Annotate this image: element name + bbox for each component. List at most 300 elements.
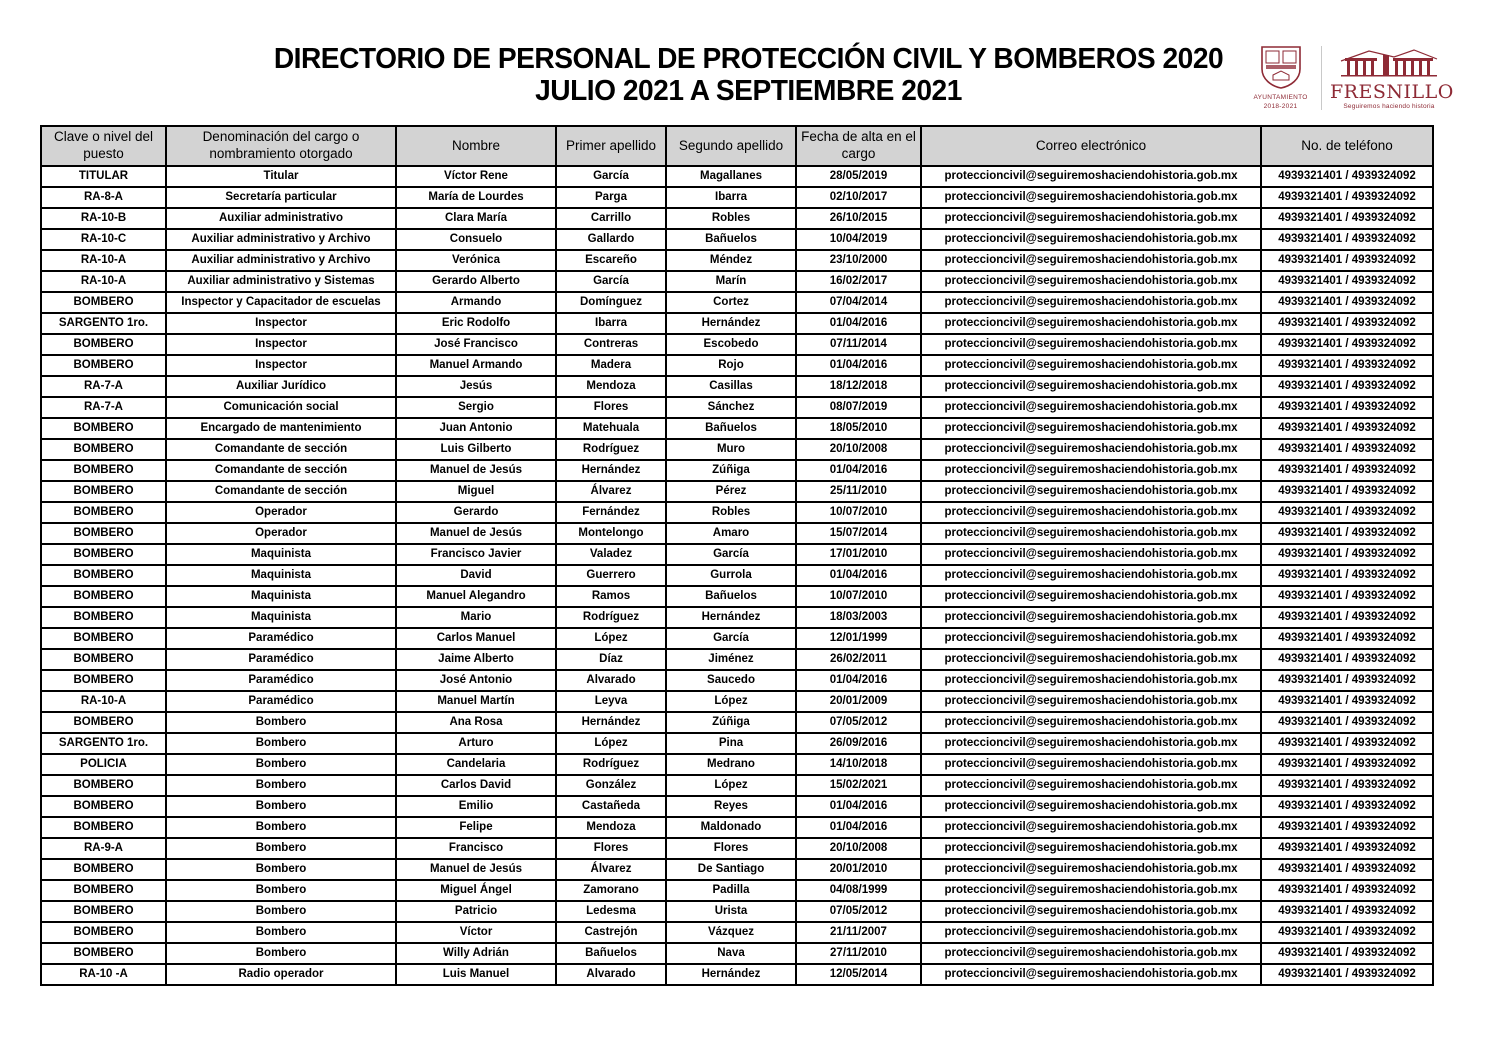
cell-clave: RA-10-B xyxy=(41,208,166,229)
cell-telefono: 4939321401 / 4939324092 xyxy=(1261,586,1433,607)
column-header-segundo-apellido: Segundo apellido xyxy=(666,126,796,166)
table-row xyxy=(41,775,1433,796)
cell-cargo: Paramédico xyxy=(166,628,396,649)
cell-cargo: Bombero xyxy=(166,880,396,901)
cell-cargo: Maquinista xyxy=(166,586,396,607)
cell-telefono: 4939321401 / 4939324092 xyxy=(1261,943,1433,964)
table-row xyxy=(41,523,1433,544)
cell-telefono: 4939321401 / 4939324092 xyxy=(1261,628,1433,649)
cell-primer-apellido: Ibarra xyxy=(556,313,666,334)
cell-telefono: 4939321401 / 4939324092 xyxy=(1261,817,1433,838)
cell-correo: proteccioncivil@seguiremoshaciendohistoria.gob.mx xyxy=(921,523,1261,544)
cell-primer-apellido: Castañeda xyxy=(556,796,666,817)
table-row xyxy=(41,376,1433,397)
table-row xyxy=(41,712,1433,733)
cell-clave: BOMBERO xyxy=(41,292,166,313)
cell-cargo: Bombero xyxy=(166,901,396,922)
cell-cargo: Maquinista xyxy=(166,607,396,628)
cell-fecha-alta: 07/05/2012 xyxy=(796,712,921,733)
table-row xyxy=(41,691,1433,712)
cell-nombre: Verónica xyxy=(396,250,556,271)
cell-primer-apellido: Mendoza xyxy=(556,817,666,838)
cell-correo: proteccioncivil@seguiremoshaciendohistoria.gob.mx xyxy=(921,166,1261,187)
cell-segundo-apellido: Padilla xyxy=(666,880,796,901)
cell-segundo-apellido: García xyxy=(666,544,796,565)
cell-primer-apellido: Valadez xyxy=(556,544,666,565)
table-row xyxy=(41,607,1433,628)
cell-cargo: Comandante de sección xyxy=(166,460,396,481)
cell-primer-apellido: Carrillo xyxy=(556,208,666,229)
cell-correo: proteccioncivil@seguiremoshaciendohistoria.gob.mx xyxy=(921,943,1261,964)
cell-segundo-apellido: Maldonado xyxy=(666,817,796,838)
cell-cargo: Bombero xyxy=(166,922,396,943)
cell-cargo: Maquinista xyxy=(166,565,396,586)
cell-fecha-alta: 01/04/2016 xyxy=(796,460,921,481)
cell-segundo-apellido: Bañuelos xyxy=(666,418,796,439)
cell-fecha-alta: 01/04/2016 xyxy=(796,817,921,838)
cell-nombre: Víctor Rene xyxy=(396,166,556,187)
cell-clave: BOMBERO xyxy=(41,859,166,880)
cell-primer-apellido: Parga xyxy=(556,187,666,208)
cell-primer-apellido: Contreras xyxy=(556,334,666,355)
cell-clave: BOMBERO xyxy=(41,481,166,502)
cell-cargo: Secretaría particular xyxy=(166,187,396,208)
cell-telefono: 4939321401 / 4939324092 xyxy=(1261,796,1433,817)
table-row xyxy=(41,586,1433,607)
cell-segundo-apellido: Pina xyxy=(666,733,796,754)
cell-nombre: Felipe xyxy=(396,817,556,838)
cell-primer-apellido: López xyxy=(556,628,666,649)
cell-clave: RA-10-C xyxy=(41,229,166,250)
cell-correo: proteccioncivil@seguiremoshaciendohistoria.gob.mx xyxy=(921,376,1261,397)
cell-telefono: 4939321401 / 4939324092 xyxy=(1261,187,1433,208)
cell-segundo-apellido: Cortez xyxy=(666,292,796,313)
cell-cargo: Inspector y Capacitador de escuelas xyxy=(166,292,396,313)
cell-fecha-alta: 28/05/2019 xyxy=(796,166,921,187)
cell-correo: proteccioncivil@seguiremoshaciendohistoria.gob.mx xyxy=(921,712,1261,733)
cell-correo: proteccioncivil@seguiremoshaciendohistoria.gob.mx xyxy=(921,229,1261,250)
table-row xyxy=(41,649,1433,670)
cell-nombre: Eric Rodolfo xyxy=(396,313,556,334)
cell-correo: proteccioncivil@seguiremoshaciendohistoria.gob.mx xyxy=(921,838,1261,859)
cell-nombre: Juan Antonio xyxy=(396,418,556,439)
cell-cargo: Inspector xyxy=(166,313,396,334)
table-row xyxy=(41,166,1433,187)
cell-segundo-apellido: Zúñiga xyxy=(666,712,796,733)
cell-segundo-apellido: López xyxy=(666,775,796,796)
cell-nombre: Clara María xyxy=(396,208,556,229)
cell-segundo-apellido: Urista xyxy=(666,901,796,922)
cell-nombre: Mario xyxy=(396,607,556,628)
cell-fecha-alta: 18/12/2018 xyxy=(796,376,921,397)
cell-clave: BOMBERO xyxy=(41,565,166,586)
cell-nombre: Gerardo xyxy=(396,502,556,523)
cell-fecha-alta: 26/02/2011 xyxy=(796,649,921,670)
cell-nombre: Miguel xyxy=(396,481,556,502)
cell-correo: proteccioncivil@seguiremoshaciendohistoria.gob.mx xyxy=(921,565,1261,586)
cell-primer-apellido: González xyxy=(556,775,666,796)
cell-cargo: Bombero xyxy=(166,733,396,754)
table-row xyxy=(41,187,1433,208)
table-row xyxy=(41,502,1433,523)
column-header-fecha-alta: Fecha de alta en el cargo xyxy=(796,126,921,166)
table-row xyxy=(41,754,1433,775)
cell-telefono: 4939321401 / 4939324092 xyxy=(1261,964,1433,985)
cell-telefono: 4939321401 / 4939324092 xyxy=(1261,271,1433,292)
cell-nombre: Patricio xyxy=(396,901,556,922)
cell-correo: proteccioncivil@seguiremoshaciendohistoria.gob.mx xyxy=(921,922,1261,943)
cell-clave: BOMBERO xyxy=(41,775,166,796)
cell-primer-apellido: Zamorano xyxy=(556,880,666,901)
cell-cargo: Auxiliar administrativo y Archivo xyxy=(166,229,396,250)
table-row xyxy=(41,964,1433,985)
cell-segundo-apellido: Rojo xyxy=(666,355,796,376)
cell-clave: BOMBERO xyxy=(41,334,166,355)
cell-cargo: Paramédico xyxy=(166,691,396,712)
cell-primer-apellido: Matehuala xyxy=(556,418,666,439)
cell-nombre: José Antonio xyxy=(396,670,556,691)
cell-correo: proteccioncivil@seguiremoshaciendohistoria.gob.mx xyxy=(921,670,1261,691)
cell-telefono: 4939321401 / 4939324092 xyxy=(1261,691,1433,712)
cell-telefono: 4939321401 / 4939324092 xyxy=(1261,838,1433,859)
cell-primer-apellido: Leyva xyxy=(556,691,666,712)
cell-nombre: Francisco Javier xyxy=(396,544,556,565)
cell-fecha-alta: 25/11/2010 xyxy=(796,481,921,502)
cell-fecha-alta: 17/01/2010 xyxy=(796,544,921,565)
cell-segundo-apellido: López xyxy=(666,691,796,712)
cell-nombre: Carlos David xyxy=(396,775,556,796)
table-row xyxy=(41,250,1433,271)
table-row xyxy=(41,733,1433,754)
cell-fecha-alta: 12/05/2014 xyxy=(796,964,921,985)
cell-segundo-apellido: Hernández xyxy=(666,313,796,334)
cell-telefono: 4939321401 / 4939324092 xyxy=(1261,292,1433,313)
cell-correo: proteccioncivil@seguiremoshaciendohistoria.gob.mx xyxy=(921,691,1261,712)
cell-primer-apellido: Rodríguez xyxy=(556,754,666,775)
cell-telefono: 4939321401 / 4939324092 xyxy=(1261,670,1433,691)
cell-primer-apellido: Ramos xyxy=(556,586,666,607)
cell-telefono: 4939321401 / 4939324092 xyxy=(1261,418,1433,439)
cell-fecha-alta: 15/07/2014 xyxy=(796,523,921,544)
cell-telefono: 4939321401 / 4939324092 xyxy=(1261,229,1433,250)
cell-fecha-alta: 14/10/2018 xyxy=(796,754,921,775)
cell-fecha-alta: 04/08/1999 xyxy=(796,880,921,901)
cell-fecha-alta: 18/05/2010 xyxy=(796,418,921,439)
shield-icon xyxy=(1260,76,1302,93)
cell-correo: proteccioncivil@seguiremoshaciendohistoria.gob.mx xyxy=(921,586,1261,607)
cell-telefono: 4939321401 / 4939324092 xyxy=(1261,607,1433,628)
cell-primer-apellido: Domínguez xyxy=(556,292,666,313)
cell-correo: proteccioncivil@seguiremoshaciendohistoria.gob.mx xyxy=(921,334,1261,355)
cell-primer-apellido: López xyxy=(556,733,666,754)
cell-telefono: 4939321401 / 4939324092 xyxy=(1261,733,1433,754)
cell-clave: RA-10-A xyxy=(41,250,166,271)
cell-telefono: 4939321401 / 4939324092 xyxy=(1261,397,1433,418)
cell-primer-apellido: Álvarez xyxy=(556,481,666,502)
cell-segundo-apellido: Bañuelos xyxy=(666,586,796,607)
cell-cargo: Inspector xyxy=(166,334,396,355)
cell-cargo: Comandante de sección xyxy=(166,481,396,502)
cell-correo: proteccioncivil@seguiremoshaciendohistoria.gob.mx xyxy=(921,187,1261,208)
table-row xyxy=(41,670,1433,691)
cell-cargo: Bombero xyxy=(166,712,396,733)
cell-clave: RA-7-A xyxy=(41,376,166,397)
cell-correo: proteccioncivil@seguiremoshaciendohistoria.gob.mx xyxy=(921,607,1261,628)
cell-primer-apellido: Hernández xyxy=(556,460,666,481)
cell-cargo: Operador xyxy=(166,502,396,523)
cell-primer-apellido: Castrejón xyxy=(556,922,666,943)
cell-clave: BOMBERO xyxy=(41,439,166,460)
ayuntamiento-logo xyxy=(1248,45,1313,110)
cell-clave: BOMBERO xyxy=(41,922,166,943)
cell-primer-apellido: García xyxy=(556,166,666,187)
cell-cargo: Bombero xyxy=(166,838,396,859)
cell-segundo-apellido: Robles xyxy=(666,502,796,523)
cell-correo: proteccioncivil@seguiremoshaciendohistoria.gob.mx xyxy=(921,628,1261,649)
cell-telefono: 4939321401 / 4939324092 xyxy=(1261,481,1433,502)
table-row xyxy=(41,355,1433,376)
table-row xyxy=(41,481,1433,502)
cell-fecha-alta: 02/10/2017 xyxy=(796,187,921,208)
cell-primer-apellido: Rodríguez xyxy=(556,439,666,460)
cell-cargo: Bombero xyxy=(166,775,396,796)
cell-correo: proteccioncivil@seguiremoshaciendohistoria.gob.mx xyxy=(921,460,1261,481)
cell-fecha-alta: 01/04/2016 xyxy=(796,796,921,817)
cell-nombre: Candelaria xyxy=(396,754,556,775)
cell-fecha-alta: 23/10/2000 xyxy=(796,250,921,271)
cell-primer-apellido: Guerrero xyxy=(556,565,666,586)
cell-fecha-alta: 07/05/2012 xyxy=(796,901,921,922)
cell-fecha-alta: 07/11/2014 xyxy=(796,334,921,355)
fresnillo-wordmark: FRESNILLO xyxy=(1330,80,1454,103)
logo-divider xyxy=(1321,46,1322,110)
cell-cargo: Paramédico xyxy=(166,670,396,691)
cell-clave: RA-10-A xyxy=(41,691,166,712)
cell-telefono: 4939321401 / 4939324092 xyxy=(1261,334,1433,355)
building-icon xyxy=(1339,64,1439,81)
title-line-2: JULIO 2021 A SEPTIEMBRE 2021 xyxy=(535,74,962,107)
cell-primer-apellido: Rodríguez xyxy=(556,607,666,628)
cell-segundo-apellido: De Santiago xyxy=(666,859,796,880)
table-row xyxy=(41,460,1433,481)
cell-nombre: Manuel Armando xyxy=(396,355,556,376)
cell-nombre: Willy Adrián xyxy=(396,943,556,964)
cell-telefono: 4939321401 / 4939324092 xyxy=(1261,922,1433,943)
cell-segundo-apellido: Escobedo xyxy=(666,334,796,355)
cell-nombre: María de Lourdes xyxy=(396,187,556,208)
cell-clave: RA-10-A xyxy=(41,271,166,292)
cell-segundo-apellido: Magallanes xyxy=(666,166,796,187)
cell-nombre: Emilio xyxy=(396,796,556,817)
cell-correo: proteccioncivil@seguiremoshaciendohistoria.gob.mx xyxy=(921,901,1261,922)
table-row xyxy=(41,901,1433,922)
cell-nombre: Miguel Ángel xyxy=(396,880,556,901)
cell-correo: proteccioncivil@seguiremoshaciendohistoria.gob.mx xyxy=(921,355,1261,376)
cell-clave: BOMBERO xyxy=(41,901,166,922)
cell-cargo: Encargado de mantenimiento xyxy=(166,418,396,439)
cell-segundo-apellido: Zúñiga xyxy=(666,460,796,481)
cell-correo: proteccioncivil@seguiremoshaciendohistoria.gob.mx xyxy=(921,397,1261,418)
cell-correo: proteccioncivil@seguiremoshaciendohistoria.gob.mx xyxy=(921,439,1261,460)
cell-telefono: 4939321401 / 4939324092 xyxy=(1261,439,1433,460)
cell-correo: proteccioncivil@seguiremoshaciendohistoria.gob.mx xyxy=(921,733,1261,754)
cell-clave: BOMBERO xyxy=(41,712,166,733)
cell-fecha-alta: 26/10/2015 xyxy=(796,208,921,229)
cell-fecha-alta: 20/10/2008 xyxy=(796,439,921,460)
table-row xyxy=(41,796,1433,817)
cell-telefono: 4939321401 / 4939324092 xyxy=(1261,859,1433,880)
cell-correo: proteccioncivil@seguiremoshaciendohistoria.gob.mx xyxy=(921,775,1261,796)
cell-clave: BOMBERO xyxy=(41,817,166,838)
cell-correo: proteccioncivil@seguiremoshaciendohistoria.gob.mx xyxy=(921,292,1261,313)
cell-nombre: Manuel Martín xyxy=(396,691,556,712)
table-body xyxy=(41,166,1433,985)
cell-cargo: Inspector xyxy=(166,355,396,376)
cell-correo: proteccioncivil@seguiremoshaciendohistoria.gob.mx xyxy=(921,544,1261,565)
cell-cargo: Comunicación social xyxy=(166,397,396,418)
cell-segundo-apellido: Amaro xyxy=(666,523,796,544)
cell-segundo-apellido: Gurrola xyxy=(666,565,796,586)
table-row xyxy=(41,439,1433,460)
cell-nombre: Luis Gilberto xyxy=(396,439,556,460)
cell-primer-apellido: Escareño xyxy=(556,250,666,271)
cell-nombre: Gerardo Alberto xyxy=(396,271,556,292)
cell-clave: SARGENTO 1ro. xyxy=(41,733,166,754)
cell-clave: RA-9-A xyxy=(41,838,166,859)
table-row xyxy=(41,397,1433,418)
cell-primer-apellido: Álvarez xyxy=(556,859,666,880)
cell-nombre: Carlos Manuel xyxy=(396,628,556,649)
cell-segundo-apellido: Medrano xyxy=(666,754,796,775)
cell-cargo: Titular xyxy=(166,166,396,187)
cell-segundo-apellido: Saucedo xyxy=(666,670,796,691)
cell-fecha-alta: 08/07/2019 xyxy=(796,397,921,418)
cell-fecha-alta: 01/04/2016 xyxy=(796,355,921,376)
cell-fecha-alta: 01/04/2016 xyxy=(796,670,921,691)
cell-cargo: Auxiliar Jurídico xyxy=(166,376,396,397)
cell-segundo-apellido: Bañuelos xyxy=(666,229,796,250)
cell-fecha-alta: 10/04/2019 xyxy=(796,229,921,250)
cell-telefono: 4939321401 / 4939324092 xyxy=(1261,712,1433,733)
table-row xyxy=(41,544,1433,565)
cell-telefono: 4939321401 / 4939324092 xyxy=(1261,775,1433,796)
cell-clave: BOMBERO xyxy=(41,523,166,544)
cell-clave: RA-10 -A xyxy=(41,964,166,985)
cell-segundo-apellido: Muro xyxy=(666,439,796,460)
cell-fecha-alta: 10/07/2010 xyxy=(796,502,921,523)
cell-primer-apellido: Flores xyxy=(556,838,666,859)
cell-segundo-apellido: Casillas xyxy=(666,376,796,397)
cell-nombre: Sergio xyxy=(396,397,556,418)
cell-correo: proteccioncivil@seguiremoshaciendohistoria.gob.mx xyxy=(921,964,1261,985)
table-row xyxy=(41,859,1433,880)
cell-clave: BOMBERO xyxy=(41,544,166,565)
cell-nombre: Luis Manuel xyxy=(396,964,556,985)
cell-fecha-alta: 21/11/2007 xyxy=(796,922,921,943)
cell-telefono: 4939321401 / 4939324092 xyxy=(1261,313,1433,334)
column-header-correo: Correo electrónico xyxy=(921,126,1261,166)
table-row xyxy=(41,880,1433,901)
fresnillo-tagline: Seguiremos haciendo historia xyxy=(1343,102,1435,110)
cell-clave: RA-8-A xyxy=(41,187,166,208)
cell-clave: BOMBERO xyxy=(41,880,166,901)
cell-segundo-apellido: Hernández xyxy=(666,964,796,985)
cell-segundo-apellido: Jiménez xyxy=(666,649,796,670)
cell-clave: RA-7-A xyxy=(41,397,166,418)
cell-correo: proteccioncivil@seguiremoshaciendohistoria.gob.mx xyxy=(921,418,1261,439)
column-header-cargo: Denominación del cargo o nombramiento otorgado xyxy=(166,126,396,166)
cell-correo: proteccioncivil@seguiremoshaciendohistoria.gob.mx xyxy=(921,859,1261,880)
cell-segundo-apellido: Sánchez xyxy=(666,397,796,418)
cell-segundo-apellido: Robles xyxy=(666,208,796,229)
cell-correo: proteccioncivil@seguiremoshaciendohistoria.gob.mx xyxy=(921,250,1261,271)
ayuntamiento-caption-line1: AYUNTAMIENTO xyxy=(1253,94,1308,102)
cell-clave: BOMBERO xyxy=(41,670,166,691)
cell-telefono: 4939321401 / 4939324092 xyxy=(1261,649,1433,670)
cell-telefono: 4939321401 / 4939324092 xyxy=(1261,376,1433,397)
cell-primer-apellido: Gallardo xyxy=(556,229,666,250)
cell-fecha-alta: 20/01/2009 xyxy=(796,691,921,712)
cell-fecha-alta: 20/01/2010 xyxy=(796,859,921,880)
cell-telefono: 4939321401 / 4939324092 xyxy=(1261,460,1433,481)
cell-nombre: Arturo xyxy=(396,733,556,754)
cell-segundo-apellido: Pérez xyxy=(666,481,796,502)
cell-cargo: Auxiliar administrativo y Sistemas xyxy=(166,271,396,292)
cell-nombre: Francisco xyxy=(396,838,556,859)
cell-clave: BOMBERO xyxy=(41,460,166,481)
cell-segundo-apellido: Hernández xyxy=(666,607,796,628)
cell-clave: BOMBERO xyxy=(41,943,166,964)
column-header-clave: Clave o nivel del puesto xyxy=(41,126,166,166)
cell-correo: proteccioncivil@seguiremoshaciendohistoria.gob.mx xyxy=(921,754,1261,775)
cell-primer-apellido: Flores xyxy=(556,397,666,418)
cell-clave: BOMBERO xyxy=(41,502,166,523)
cell-correo: proteccioncivil@seguiremoshaciendohistoria.gob.mx xyxy=(921,208,1261,229)
cell-cargo: Bombero xyxy=(166,943,396,964)
cell-fecha-alta: 16/02/2017 xyxy=(796,271,921,292)
cell-clave: BOMBERO xyxy=(41,628,166,649)
cell-telefono: 4939321401 / 4939324092 xyxy=(1261,565,1433,586)
cell-telefono: 4939321401 / 4939324092 xyxy=(1261,754,1433,775)
ayuntamiento-caption-line2: 2018-2021 xyxy=(1263,102,1298,110)
cell-telefono: 4939321401 / 4939324092 xyxy=(1261,523,1433,544)
cell-nombre: Armando xyxy=(396,292,556,313)
table-row xyxy=(41,817,1433,838)
cell-primer-apellido: Madera xyxy=(556,355,666,376)
cell-telefono: 4939321401 / 4939324092 xyxy=(1261,502,1433,523)
table-row xyxy=(41,229,1433,250)
cell-segundo-apellido: Nava xyxy=(666,943,796,964)
cell-clave: POLICIA xyxy=(41,754,166,775)
cell-segundo-apellido: García xyxy=(666,628,796,649)
table-row xyxy=(41,922,1433,943)
fresnillo-logo xyxy=(1330,47,1454,110)
column-header-nombre: Nombre xyxy=(396,126,556,166)
cell-segundo-apellido: Reyes xyxy=(666,796,796,817)
cell-primer-apellido: Bañuelos xyxy=(556,943,666,964)
table-row xyxy=(41,628,1433,649)
cell-cargo: Bombero xyxy=(166,817,396,838)
cell-primer-apellido: Díaz xyxy=(556,649,666,670)
cell-primer-apellido: García xyxy=(556,271,666,292)
column-header-telefono: No. de teléfono xyxy=(1261,126,1433,166)
table-row xyxy=(41,271,1433,292)
title-line-1: DIRECTORIO DE PERSONAL DE PROTECCIÓN CIVIL Y BOMBEROS 2020 xyxy=(273,43,1224,75)
cell-fecha-alta: 20/10/2008 xyxy=(796,838,921,859)
cell-fecha-alta: 27/11/2010 xyxy=(796,943,921,964)
table-row xyxy=(41,313,1433,334)
cell-nombre: Manuel Alegandro xyxy=(396,586,556,607)
